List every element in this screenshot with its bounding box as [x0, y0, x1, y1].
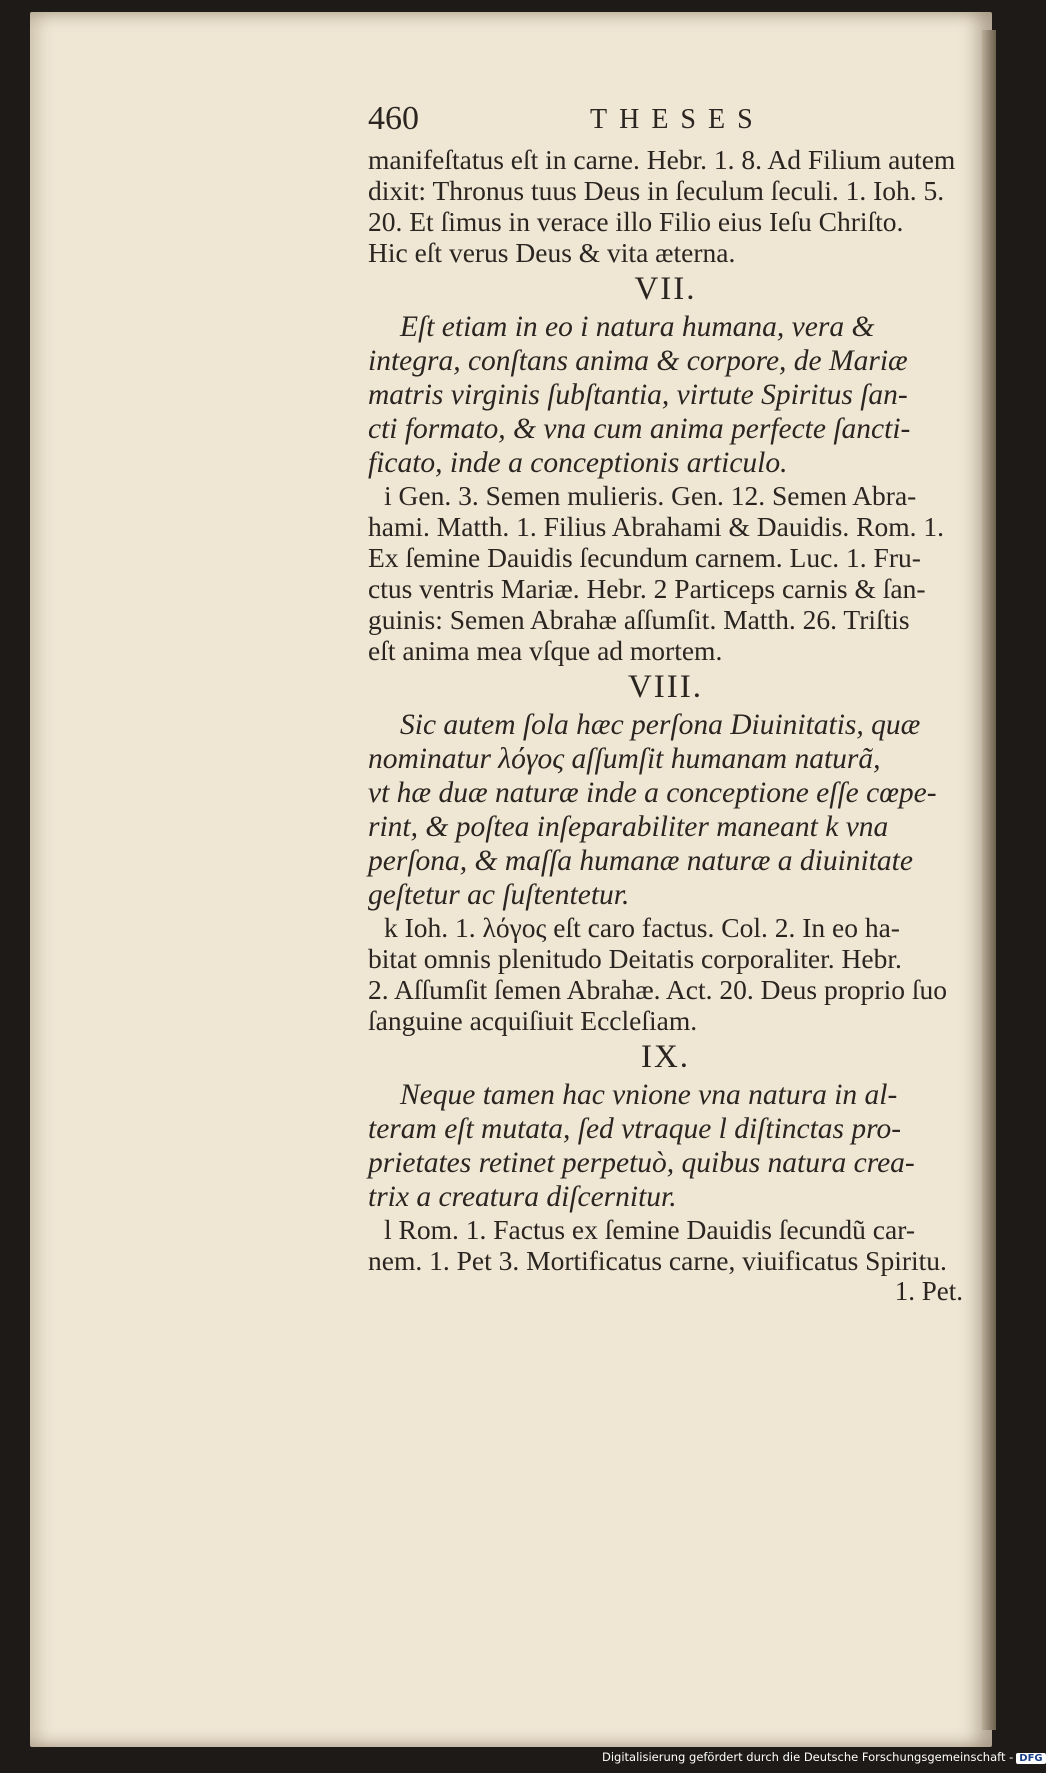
- text-line: rint, & poſtea inſeparabiliter maneant k vna: [368, 811, 889, 843]
- note-i: [368, 480, 963, 666]
- thesis-heading-vii: VII.: [634, 271, 697, 307]
- text-line: Neque tamen hac vnione vna natura in al-: [400, 1079, 898, 1111]
- text-line: 20. Et ſimus in verace illo Filio eius Ieſu Chriſto.: [368, 206, 904, 237]
- page-header: [368, 100, 963, 144]
- thesis-viii: [368, 708, 963, 912]
- text-line: nem. 1. Pet 3. Mortificatus carne, viuificatus Spiritu.: [368, 1245, 947, 1276]
- paragraph-continued: [368, 144, 963, 268]
- text-line: ficato, inde a conceptionis articulo.: [368, 447, 788, 479]
- text-line: Sic autem ſola hæc perſona Diuinitatis, quæ: [400, 709, 921, 741]
- text-line: cti formato, & vna cum anima perfecte ſancti-: [368, 413, 911, 445]
- text-line: trix a creatura diſcernitur.: [368, 1181, 677, 1213]
- text-line: teram eſt mutata, ſed vtraque l diſtinctas pro-: [368, 1113, 902, 1145]
- text-line: manifeſtatus eſt in carne. Hebr. 1. 8. Ad Filium autem: [368, 144, 956, 175]
- text-line: 2. Aſſumſit ſemen Abrahæ. Act. 20. Deus proprio ſuo: [368, 974, 947, 1005]
- text-line: ctus ventris Mariæ. Hebr. 2 Particeps carnis & ſan-: [368, 573, 926, 604]
- note-l: [368, 1214, 963, 1276]
- text-line: integra, conſtans anima & corpore, de Mariæ: [368, 345, 908, 377]
- thesis-vii: [368, 310, 963, 480]
- text-line: bitat omnis plenitudo Deitatis corporaliter. Hebr.: [368, 943, 902, 974]
- text-line: k Ioh. 1. λόγος eſt caro factus. Col. 2. In eo ha-: [384, 912, 900, 943]
- text-line: prietates retinet perpetuò, quibus natura crea-: [368, 1147, 915, 1179]
- text-line: l Rom. 1. Factus ex ſemine Dauidis ſecundũ car-: [384, 1214, 915, 1245]
- text-line: i Gen. 3. Semen mulieris. Gen. 12. Semen Abra-: [384, 480, 917, 511]
- catchword: 1. Pet.: [894, 1276, 963, 1306]
- text-line: vt hæ duæ naturæ inde a conceptione eſſe cœpe-: [368, 777, 937, 809]
- page-edge: [982, 30, 996, 1730]
- text-line: Hic eſt verus Deus & vita æterna.: [368, 237, 736, 268]
- thesis-ix: [368, 1078, 963, 1214]
- text-line: matris virginis ſubſtantia, virtute Spiritus ſan-: [368, 379, 908, 411]
- text-line: nominatur λόγος aſſumſit humanam naturã,: [368, 743, 881, 775]
- thesis-heading-ix: IX.: [640, 1039, 691, 1075]
- text-line: geſtetur ac ſuſtentetur.: [368, 879, 630, 911]
- text-line: Ex ſemine Dauidis ſecundum carnem. Luc. 1. Fru-: [368, 542, 921, 573]
- page-text: [368, 100, 963, 1307]
- text-line: dixit: Thronus tuus Deus in ſeculum ſeculi. 1. Ioh. 5.: [368, 175, 945, 206]
- thesis-heading-viii: VIII.: [627, 669, 704, 705]
- credit-text: Digitalisierung gefördert durch die Deutsche Forschungsgemeinschaft -: [602, 1750, 1014, 1764]
- dfg-logo: DFG: [1016, 1753, 1045, 1764]
- page-number: 460: [368, 100, 419, 137]
- text-line: Eſt etiam in eo i natura humana, vera &: [400, 311, 875, 343]
- text-line: perſona, & maſſa humanæ naturæ a diuinitate: [368, 845, 913, 877]
- text-line: hami. Matth. 1. Filius Abrahami & Dauidis. Rom. 1.: [368, 511, 944, 542]
- digitization-credit: [602, 1750, 1043, 1770]
- note-k: [368, 912, 963, 1036]
- running-head: THESES: [590, 104, 765, 135]
- text-line: eſt anima mea vſque ad mortem.: [368, 635, 723, 666]
- text-line: guinis: Semen Abrahæ aſſumſit. Matth. 26. Triſtis: [368, 604, 910, 635]
- text-line: ſanguine acquiſiuit Eccleſiam.: [368, 1005, 698, 1036]
